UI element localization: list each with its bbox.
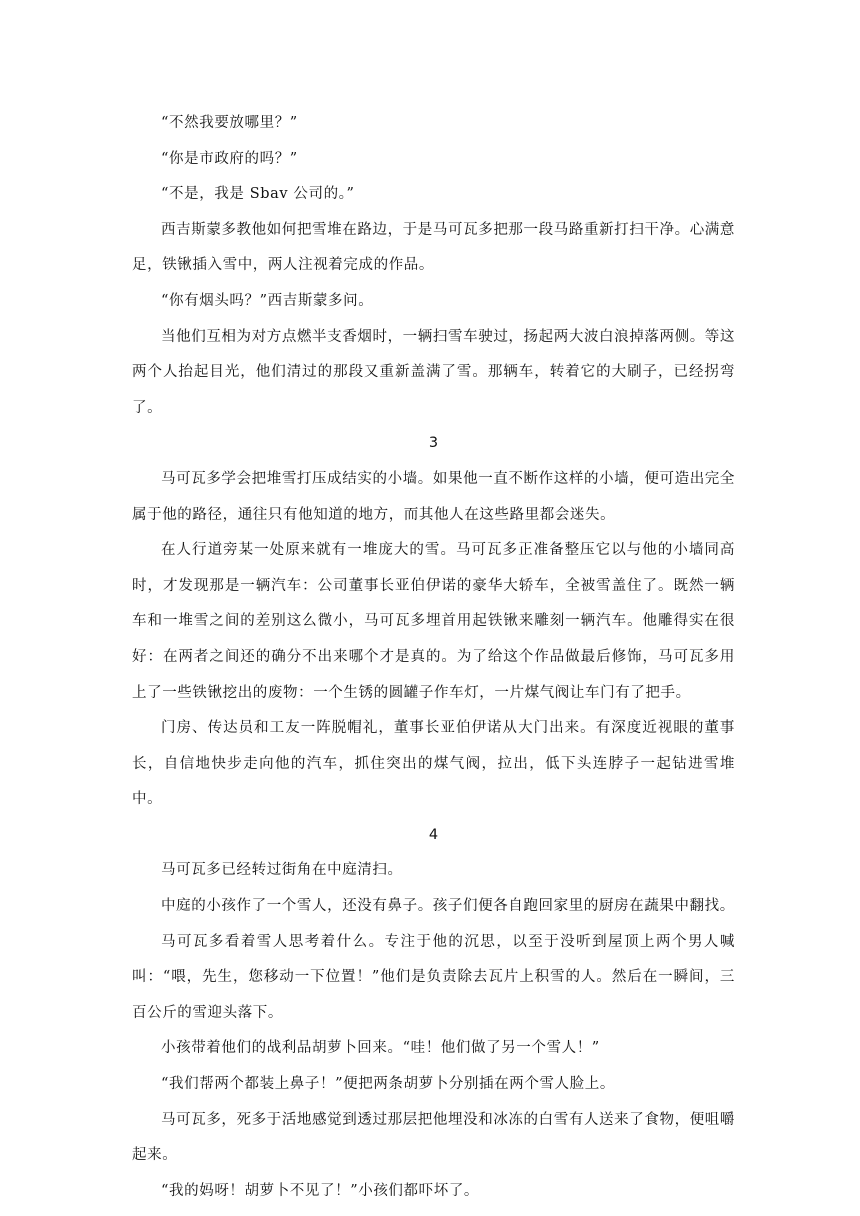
paragraph-quote-1: “不然我要放哪里？” (161, 115, 298, 131)
paragraph: 门房、传达员和工友一阵脱帽礼，董事长亚伯伊诺从大门出来。有深度近视眼的董事长，自信地快步走向他的汽车，抓住突出的煤气阀，拉出，低下头连脖子一起钻进雪堆中。 (132, 720, 735, 808)
paragraph: “我的妈呀！胡萝卜不见了！”小孩们都吓坏了。 (161, 1182, 480, 1199)
section-number-3: 3 (428, 435, 439, 452)
paragraph: “我们帮两个都装上鼻子！”便把两条胡萝卜分别插在两个雪人脸上。 (161, 1076, 615, 1093)
paragraph: 在人行道旁某一处原来就有一堆庞大的雪。马可瓦多正准备整压它以与他的小墙同高时，才发现那是一辆汽车：公司董事长亚伯伊诺的豪华大轿车，全被雪盖住了。既然一辆车和一堆雪之间的差别这么微小，马可瓦多埋首用起铁锹来雕刻一辆汽车。他雕得实在很好：在两者之间还的确分不出来哪个才是真的。为了给这个作品做最后修饰，马可瓦多用上了一些铁锹挖出的废物：一个生锈的圆罐子作车灯，一片煤气阀让车门有了把手。 (132, 542, 735, 701)
paragraph: 小孩带着他们的战利品胡萝卜回来。“哇！他们做了另一个雪人！” (161, 1040, 600, 1057)
paragraph-quote-3: “不是，我是 Sbav 公司的。” (161, 186, 355, 203)
paragraph: “你有烟头吗？”西吉斯蒙多问。 (161, 292, 374, 309)
paragraph: 西吉斯蒙多教他如何把雪堆在路边，于是马可瓦多把那一段马路重新打扫干净。心满意足，铁锹插入雪中，两人注视着完成的作品。 (132, 221, 735, 274)
paragraph: 当他们互相为对方点燃半支香烟时，一辆扫雪车驶过，扬起两大波白浪掉落两侧。等这两个人抬起目光，他们清过的那段又重新盖满了雪。那辆车，转着它的大刷子，已经拐弯了。 (132, 328, 735, 416)
paragraph: 中庭的小孩作了一个雪人，还没有鼻子。孩子们便各自跑回家里的厨房在蔬果中翻找。 (161, 898, 735, 915)
paragraph: 马可瓦多学会把堆雪打压成结实的小墙。如果他一直不断作这样的小墙，便可造出完全属于他的路径，通往只有他知道的地方，而其他人在这些路里都会迷失。 (132, 470, 735, 523)
paragraph: 马可瓦多已经转过街角在中庭清扫。 (161, 862, 403, 879)
paragraph-quote-2: “你是市政府的吗？” (161, 150, 298, 167)
section-number-4: 4 (428, 826, 439, 843)
body-text (132, 106, 735, 1209)
paragraph: 马可瓦多看着雪人思考着什么。专注于他的沉思，以至于没听到屋顶上两个男人喊叫：“喂，先生，您移动一下位置！”他们是负责除去瓦片上积雪的人。然后在一瞬间，三百公斤的雪迎头落下。 (132, 933, 735, 1021)
paragraph: 马可瓦多，死多于活地感觉到透过那层把他埋没和冰冻的白雪有人送来了食物，便咀嚼起来。 (132, 1111, 735, 1164)
